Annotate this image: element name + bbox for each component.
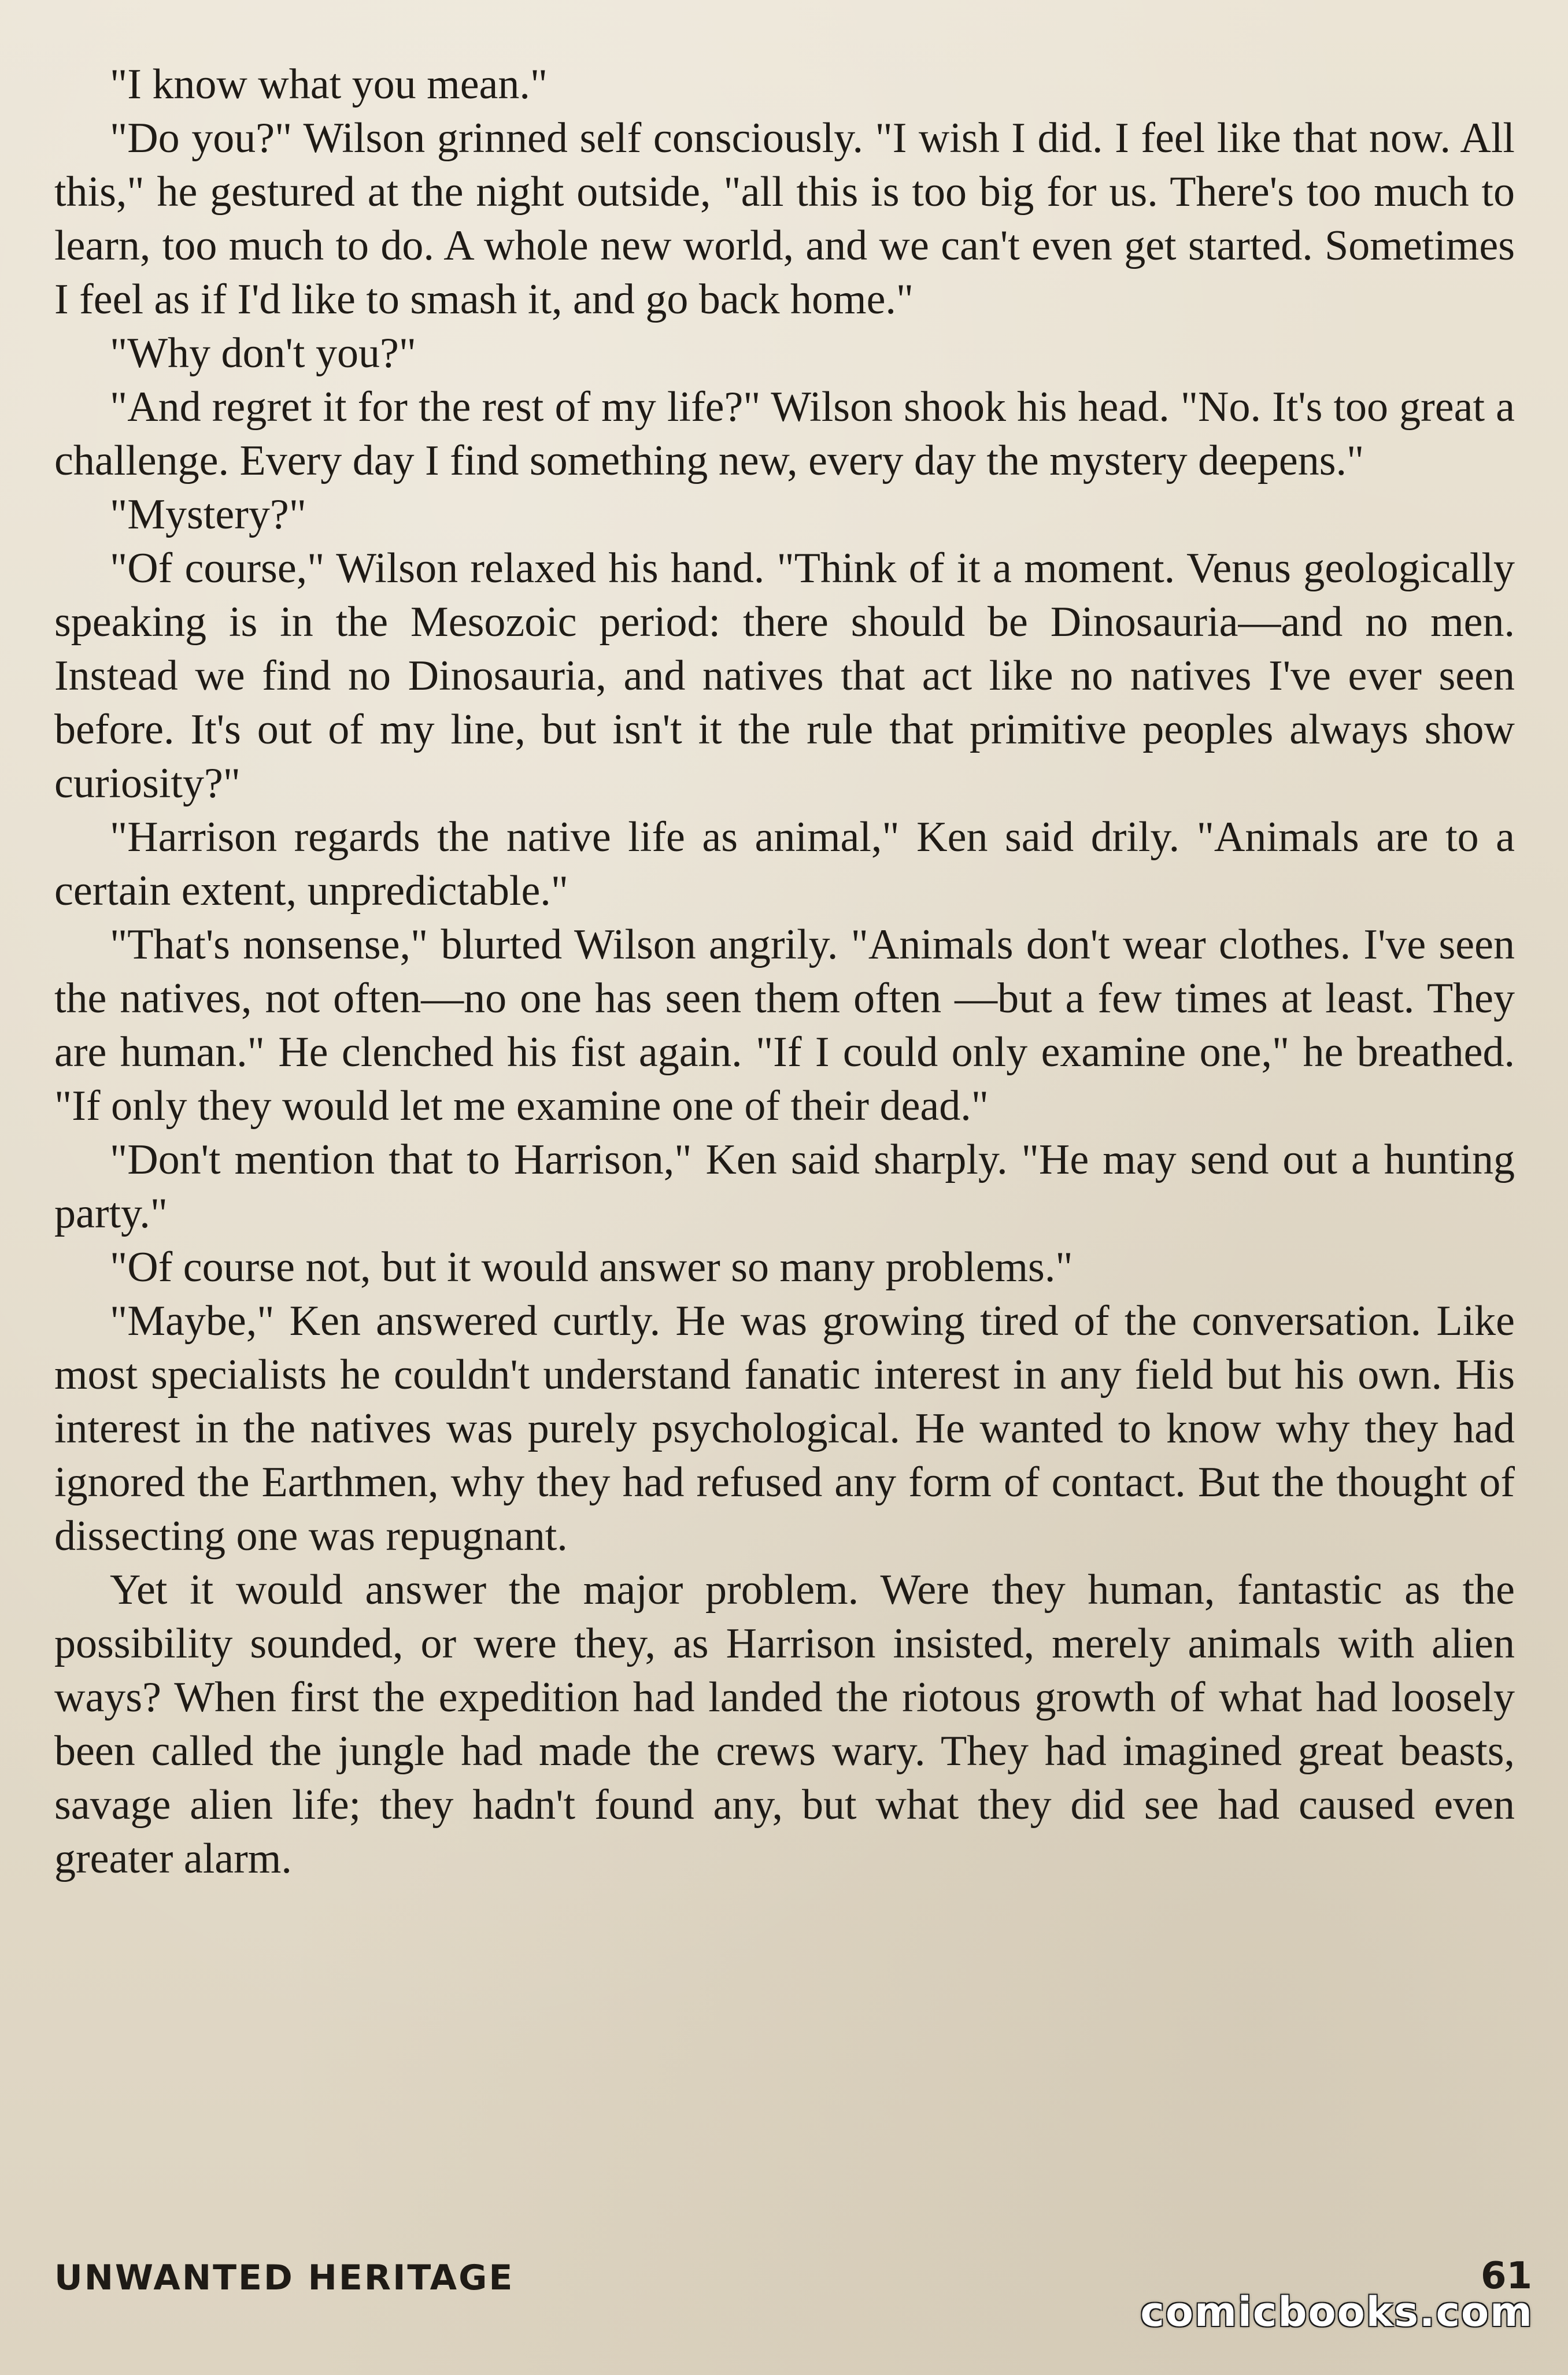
paragraph: "And regret it for the rest of my life?" Wilson shook his head. "No. It's too great a challenge. Every day I find something new, every day the mystery deepens.": [54, 383, 1515, 484]
paragraph: "Why don't you?": [110, 330, 416, 377]
paragraph: Yet it would answer the major problem. Were they human, fantastic as the possibility sounded, or were they, as Harrison insisted, merely animals with alien ways? When first the expedition had landed the riotous growth of what had loosely been called the jungle had made the crews wary. They had imagined great beasts, savage alien life; they hadn't found any, but what they did see had caused even greater alarm.: [54, 1566, 1515, 1882]
paragraph: "Don't mention that to Harrison," Ken said sharply. "He may send out a hunting party.": [54, 1136, 1515, 1237]
body-text: [54, 58, 1515, 2232]
paragraph: "I know what you mean.": [110, 61, 548, 108]
page-number: 61: [1480, 2255, 1532, 2298]
paragraph: "Maybe," Ken answered curtly. He was growing tired of the conversation. Like most specialists he couldn't understand fanatic interest in any field but his own. His interest in the natives was purely psychological. He wanted to know why they had ignored the Earthmen, why they had refused any form of contact. But the thought of dissecting one was repugnant.: [54, 1297, 1515, 1560]
paragraph: "Mystery?": [110, 491, 306, 538]
running-title: UNWANTED HERITAGE: [54, 2258, 515, 2298]
paragraph: "Of course," Wilson relaxed his hand. "Think of it a moment. Venus geologically speaking is in the Mesozoic period: there should be Dinosauria—and no men. Instead we find no Dinosauria, and natives that act like no natives I've ever seen before. It's out of my line, but isn't it the rule that primitive peoples always show curiosity?": [54, 545, 1515, 807]
paragraph: "Do you?" Wilson grinned self consciously. "I wish I did. I feel like that now. All this," he gestured at the night outside, "all this is too big for us. There's too much to learn, too much to do. A whole new world, and we can't even get started. Sometimes I feel as if I'd like to smash it, and go back home.": [54, 114, 1515, 323]
watermark: comicbooks.com: [1140, 2288, 1533, 2336]
paragraph: "That's nonsense," blurted Wilson angrily. "Animals don't wear clothes. I've seen the natives, not often—no one has seen them often —but a few times at least. They are human." He clenched his fist again. "If I could only examine one," he breathed. "If only they would let me examine one of their dead.": [54, 921, 1515, 1130]
paragraph: "Of course not, but it would answer so many problems.": [110, 1244, 1073, 1291]
paragraph: "Harrison regards the native life as animal," Ken said drily. "Animals are to a certain extent, unpredictable.": [54, 813, 1515, 915]
